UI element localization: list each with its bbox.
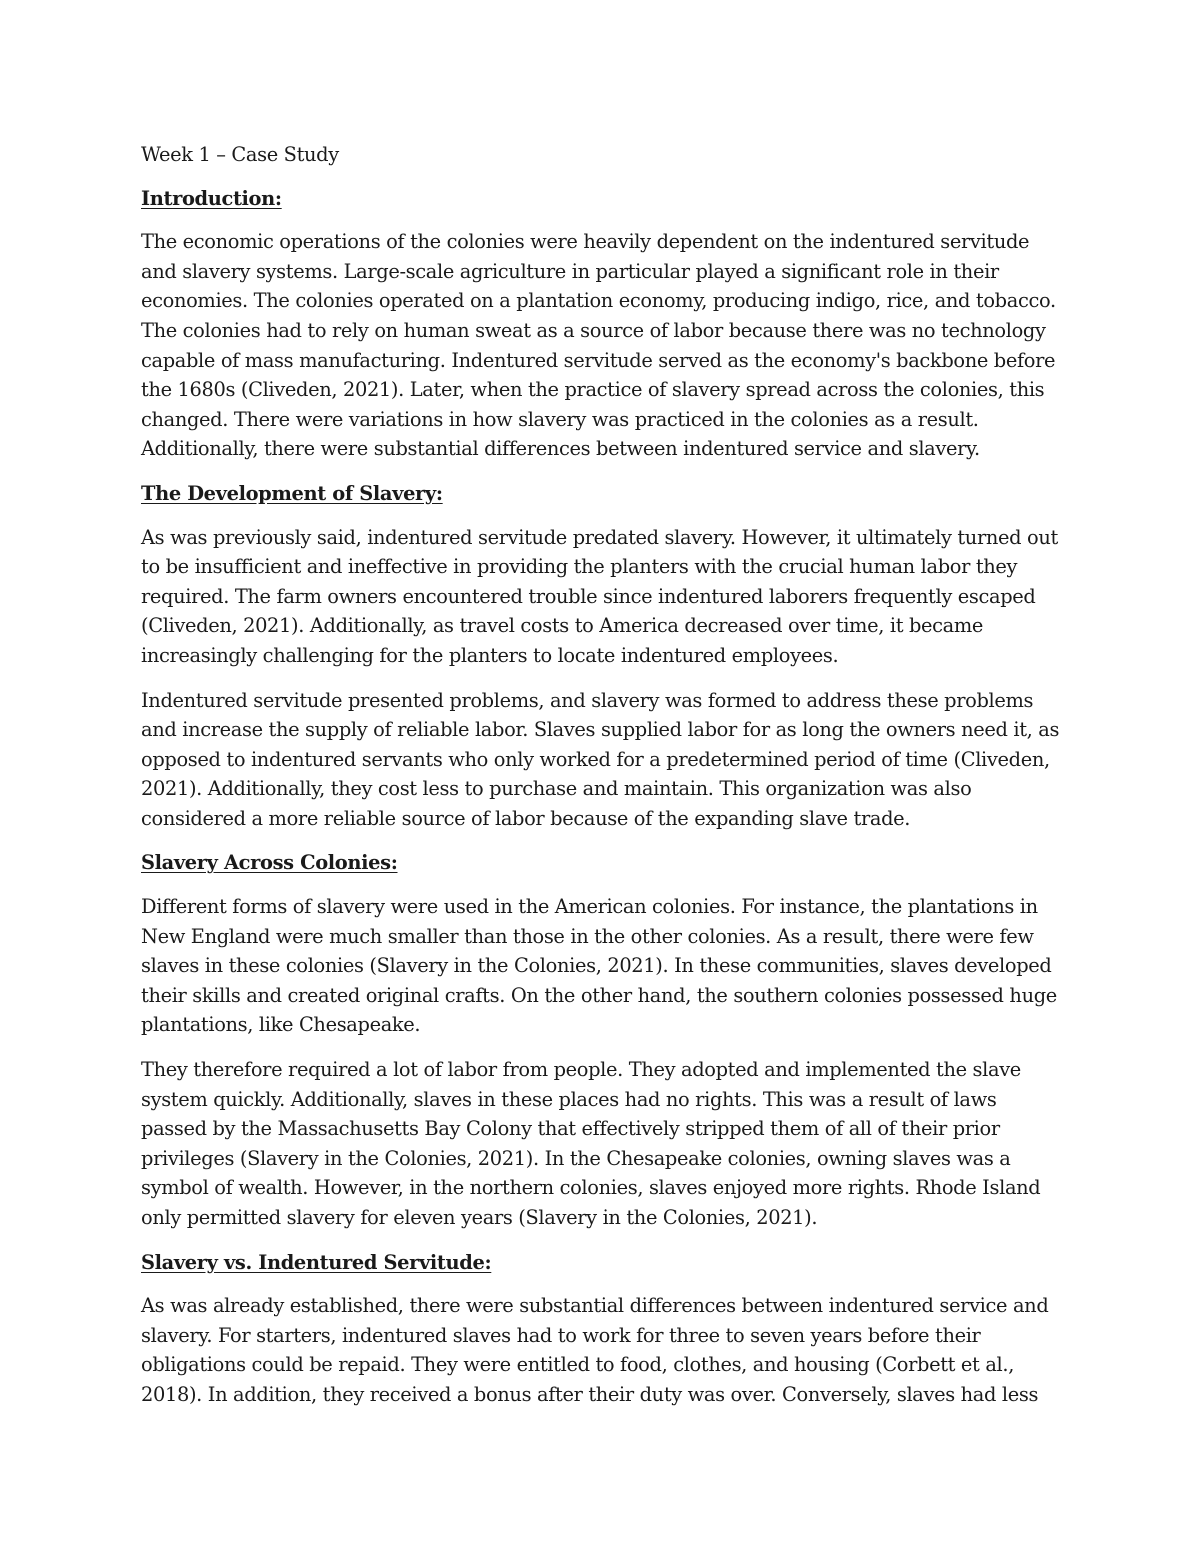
paragraph: As was already established, there were substantial differences between indentured service and slavery. For starters, indentured slaves had to work for three to seven years before their obligations could be repaid. They were entitled to food, clothes, and housing (Corbett et al., 2018). In addition, they received a bonus after their duty was over. Conversely, slaves had less [141, 1294, 1049, 1406]
paragraph: The economic operations of the colonies were heavily dependent on the indentured servitude and slavery systems. Large-scale agriculture in particular played a significant role in their economies. The colonies operated on a plantation economy, producing indigo, rice, and tobacco. The colonies had to rely on human sweat as a source of labor because there was no technology capable of mass manufacturing. Indentured servitude served as the economy's backbone before the 1680s (Cliveden, 2021). Later, when the practice of slavery spread across the colonies, this changed. There were variations in how slavery was practiced in the colonies as a result. Additionally, there were substantial differences between indentured service and slavery. [141, 230, 1056, 461]
section-heading-development-of-slavery: The Development of Slavery: [141, 481, 443, 505]
paragraph: They therefore required a lot of labor from people. They adopted and implemented the slave system quickly. Additionally, slaves in these places had no rights. This was a result of laws passed by the Massachusetts Bay Colony that effectively stripped them of all of their prior privileges (Slavery in the Colonies, 2021). In the Chesapeake colonies, owning slaves was a symbol of wealth. However, in the northern colonies, slaves enjoyed more rights. Rhode Island only permitted slavery for eleven years (Slavery in the Colonies, 2021). [141, 1058, 1041, 1229]
paragraph: As was previously said, indentured servitude predated slavery. However, it ultimately turned out to be insufficient and ineffective in providing the planters with the crucial human labor they required. The farm owners encountered trouble since indentured laborers frequently escaped (Cliveden, 2021). Additionally, as travel costs to America decreased over time, it became increasingly challenging for the planters to locate indentured employees. [141, 525, 1058, 667]
paragraph: Different forms of slavery were used in the American colonies. For instance, the plantations in New England were much smaller than those in the other colonies. As a result, there were few slaves in these colonies (Slavery in the Colonies, 2021). In these communities, slaves developed their skills and created original crafts. On the other hand, the southern colonies possessed huge plantations, like Chesapeake. [141, 895, 1057, 1037]
section-heading-slavery-across-colonies: Slavery Across Colonies: [141, 851, 398, 875]
paragraph: Indentured servitude presented problems, and slavery was formed to address these problems and increase the supply of reliable labor. Slaves supplied labor for as long the owners need it, as opposed to indentured servants who only worked for a predetermined period of time (Cliveden, 2021). Additionally, they cost less to purchase and maintain. This organization was also considered a more reliable source of labor because of the expanding slave trade. [141, 688, 1060, 830]
document-page [141, 140, 1061, 1425]
section-heading-slavery-vs-indentured-servitude: Slavery vs. Indentured Servitude: [141, 1250, 492, 1274]
document-title: Week 1 – Case Study [141, 143, 339, 166]
section-heading-introduction: Introduction: [141, 186, 282, 210]
